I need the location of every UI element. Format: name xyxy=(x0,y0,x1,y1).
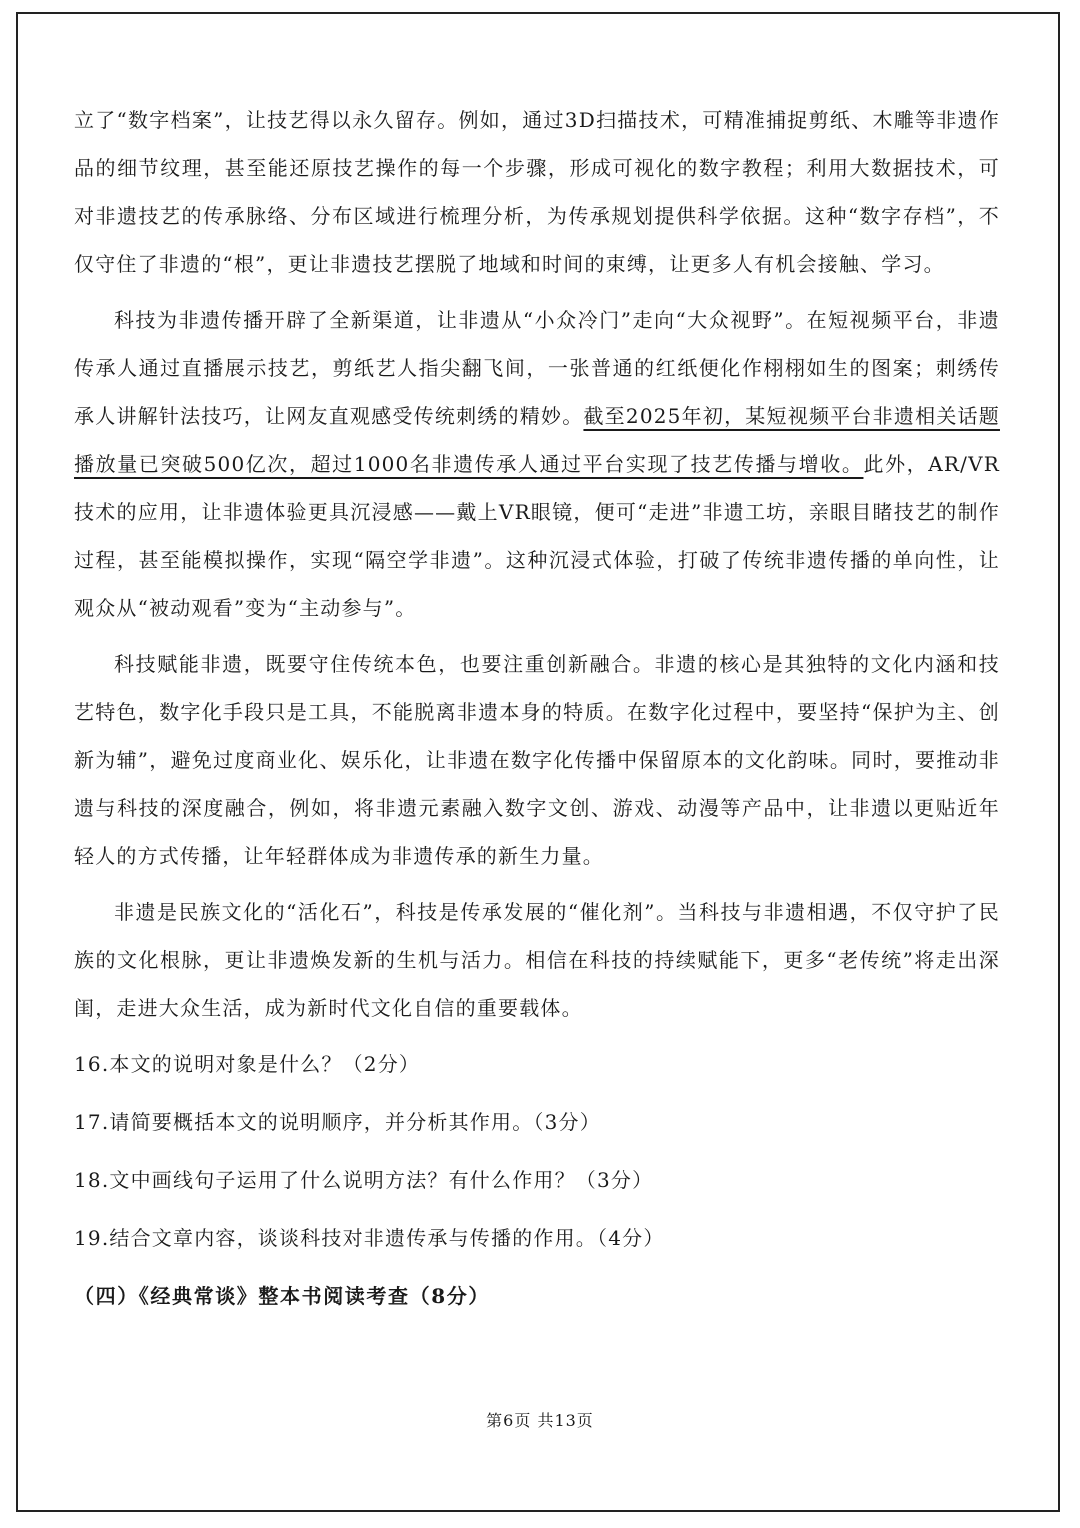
paragraph-empowerment: 科技赋能非遗，既要守住传统本色，也要注重创新融合。非遗的核心是其独特的文化内涵和技艺特色，数字化手段只是工具，不能脱离非遗本身的特质。在数字化过程中，要坚持“保护为主、创新为辅”，避免过度商业化、娱乐化，让非遗在数字化传播中保留原本的文化韵味。同时，要推动非遗与科技的深度融合，例如，将非遗元素融入数字文创、游戏、动漫等产品中，让非遗以更贴近年轻人的方式传播，让年轻群体成为非遗传承的新生力量。 xyxy=(74,652,1000,868)
section-heading: （四）《经典常谈》整本书阅读考查（8分） xyxy=(74,1284,490,1308)
paragraph-digital-archive: 立了“数字档案”，让技艺得以永久留存。例如，通过3D扫描技术，可精准捕捉剪纸、木雕等非遗作品的细节纹理，甚至能还原技艺操作的每一个步骤，形成可视化的数字教程；利用大数据技术，可对非遗技艺的传承脉络、分布区域进行梳理分析，为传承规划提供科学依据。这种“数字存档”，不仅守住了非遗的“根”，更让非遗技艺摆脱了地域和时间的束缚，让更多人有机会接触、学习。 xyxy=(74,108,1000,276)
underlined-sentence: 截至2025年初，某短视频平台非遗相关话题播放量已突破500亿次，超过1000名非遗传承人通过平台实现了技艺传播与增收。 xyxy=(74,404,1000,476)
page-number: 第6页 共13页 xyxy=(486,1411,594,1430)
question-18: 18.文中画线句子运用了什么说明方法？有什么作用？（3分） xyxy=(74,1168,654,1192)
document-body xyxy=(74,96,1000,1330)
question-17: 17.请简要概括本文的说明顺序，并分析其作用。（3分） xyxy=(74,1110,601,1134)
question-16: 16.本文的说明对象是什么？（2分） xyxy=(74,1052,421,1076)
paragraph-new-channels xyxy=(74,296,1000,632)
paragraph-new-channels-text: 科技为非遗传播开辟了全新渠道，让非遗从“小众冷门”走向“大众视野”。在短视频平台，非遗传承人通过直播展示技艺，剪纸艺人指尖翻飞间，一张普通的红纸便化作栩栩如生的图案；刺绣传承人讲解针法技巧，让网友直观感受传统刺绣的精妙。 xyxy=(74,308,1000,428)
question-19: 19.结合文章内容，谈谈科技对非遗传承与传播的作用。（4分） xyxy=(74,1226,665,1250)
paragraph-conclusion: 非遗是民族文化的“活化石”，科技是传承发展的“催化剂”。当科技与非遗相遇，不仅守护了民族的文化根脉，更让非遗焕发新的生机与活力。相信在科技的持续赋能下，更多“老传统”将走出深闺，走进大众生活，成为新时代文化自信的重要载体。 xyxy=(74,900,1000,1020)
paragraph-new-channels-text-cont: 此外，AR/VR技术的应用，让非遗体验更具沉浸感——戴上VR眼镜，便可“走进”非遗工坊，亲眼目睹技艺的制作过程，甚至能模拟操作，实现“隔空学非遗”。这种沉浸式体验，打破了传统非遗传播的单向性，让观众从“被动观看”变为“主动参与”。 xyxy=(74,452,1001,620)
